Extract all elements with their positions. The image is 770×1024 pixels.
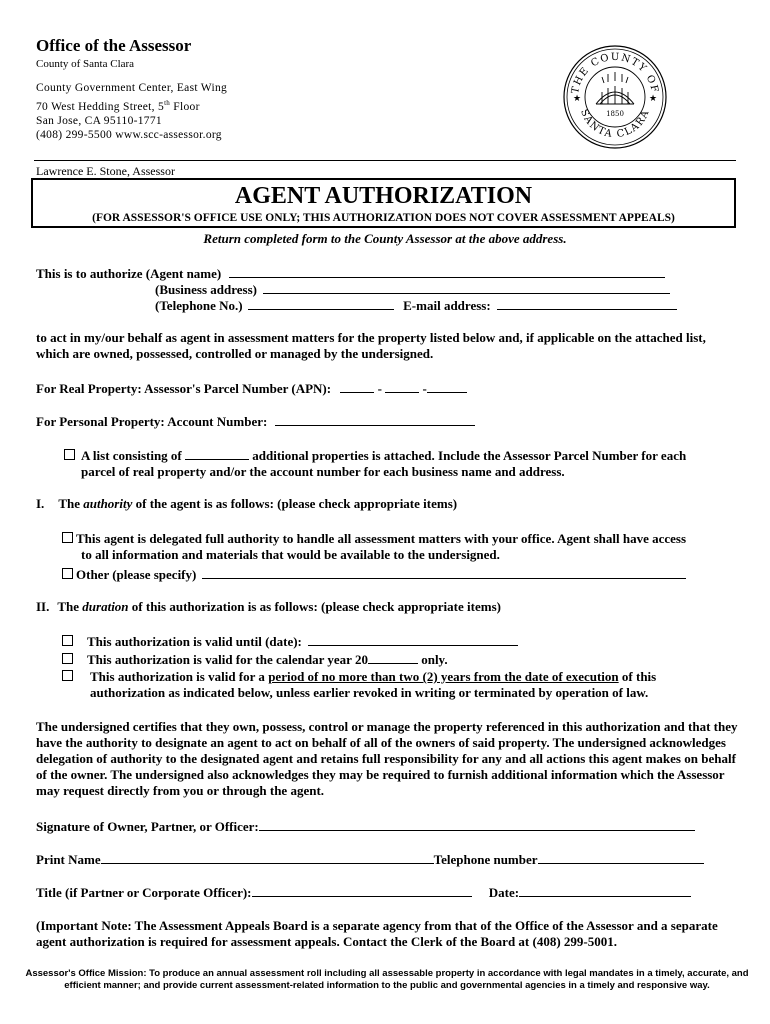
apn-parcel-field[interactable]: [427, 380, 467, 393]
period-checkbox[interactable]: [62, 670, 73, 681]
telephone-number-field[interactable]: [538, 851, 704, 864]
full-authority-item: This agent is delegated full authority to handle all assessment matters with your office. Agent shall have access to all information and materials that would be available to the undersigned.: [62, 531, 742, 563]
return-note: Return completed form to the County Assessor at the above address.: [203, 231, 567, 246]
telephone-field[interactable]: [248, 297, 394, 310]
real-property-row: For Real Property: Assessor's Parcel Number (APN): - -: [36, 380, 467, 397]
valid-until-item: This authorization is valid until (date):: [62, 633, 518, 650]
title-box: [31, 178, 736, 228]
calendar-year-checkbox[interactable]: [62, 653, 73, 664]
list-count-field[interactable]: [185, 447, 249, 460]
header-divider: [34, 160, 736, 161]
email-label: E-mail address:: [403, 298, 491, 313]
address-line: (408) 299-5500 www.scc-assessor.org: [36, 129, 222, 142]
form-title: AGENT AUTHORIZATION: [234, 183, 533, 209]
signature-row: [36, 818, 695, 835]
business-row: [155, 281, 670, 298]
business-address-label: (Business address): [155, 282, 257, 297]
svg-text:SANTA CLARA: SANTA CLARA: [578, 107, 652, 141]
telephone-label: (Telephone No.): [155, 298, 243, 313]
certification-paragraph: The undersigned certifies that they own, possess, control or manage the property referenced in this authorization and that they have the authority to designate an agent to act on behalf of all of the owners of said property. The undersigned acknowledges delegation of authority to the designated agent and retains full responsibility for any and all actions this agent makes on behalf of the owner. The undersigned also acknowledges they may be required to furnish additional information which the Assessor may request directly from you or through the agent.: [36, 719, 738, 798]
print-name-label: Print Name: [36, 852, 101, 867]
county-name: County of Santa Clara: [36, 58, 135, 70]
address-line: County Government Center, East Wing: [36, 82, 228, 94]
seal-icon: [562, 44, 668, 150]
office-address: [36, 81, 227, 143]
address-line: San Jose, CA 95110-1771: [36, 114, 162, 127]
telephone-number-label: Telephone number: [433, 852, 538, 867]
svg-text:★: ★: [649, 94, 658, 104]
print-name-field[interactable]: [101, 851, 434, 864]
print-name-row: [36, 851, 704, 868]
other-authority-item: Other (please specify): [62, 566, 686, 583]
email-field[interactable]: [497, 297, 677, 310]
other-specify-field[interactable]: [202, 566, 686, 579]
account-number-field[interactable]: [275, 413, 475, 426]
date-label: Date:: [488, 885, 520, 900]
agent-name-label: This is to authorize (Agent name): [36, 266, 222, 281]
office-title: Office of the Assessor: [36, 36, 192, 55]
act-paragraph: to act in my/our behalf as agent in assessment matters for the property listed below and, if applicable on the attached list, which are owned, possessed, controlled or managed by the undersigned.: [36, 330, 706, 361]
valid-until-date-field[interactable]: [308, 633, 518, 646]
address-line: 70 West Hedding Street, 5th Floor: [36, 98, 200, 113]
calendar-year-item: This authorization is valid for the calendar year 20 only.: [62, 651, 448, 668]
assessor-name: Lawrence E. Stone, Assessor: [36, 164, 175, 178]
section-authority-heading: I. The authority of the agent is as follows: (please check appropriate items): [36, 496, 458, 511]
title-date-row: [36, 884, 691, 901]
svg-text:1850: 1850: [606, 110, 624, 118]
full-authority-checkbox[interactable]: [62, 532, 73, 543]
telephone-row: [155, 297, 677, 314]
calendar-year-field[interactable]: [368, 651, 418, 664]
officer-title-label: Title (if Partner or Corporate Officer):: [36, 885, 252, 900]
period-item: This authorization is valid for a period of no more than two (2) years from the date of execution of this authorization as indicated below, unless earlier revoked in writing or terminated by operation of law.: [62, 669, 742, 701]
valid-until-checkbox[interactable]: [62, 635, 73, 646]
mission-statement: Assessor's Office Mission: To produce an annual assessment roll including all assessable property in accordance with legal mandates in a timely, accurate, and efficient manner; and provide current assessment-related information to the public and governmental agencies in a timely and responsive way.: [25, 968, 749, 991]
signature-field[interactable]: [259, 818, 695, 831]
svg-text:THE COUNTY OF: THE COUNTY OF: [570, 51, 660, 95]
section-duration-heading: II. The duration of this authorization is as follows: (please check appropriate items): [36, 599, 501, 614]
attached-list-checkbox[interactable]: [64, 449, 75, 460]
important-note: (Important Note: The Assessment Appeals Board is a separate agency from that of the Office of the Assessor and a separate agent authorization is required for assessment appeals. Contact the Clerk of the Board at (408) 299-5001.: [36, 918, 718, 949]
authorize-row: [36, 265, 665, 282]
apn-label: For Real Property: Assessor's Parcel Number (APN):: [36, 381, 332, 396]
svg-text:★: ★: [573, 94, 582, 104]
agent-name-field[interactable]: [229, 265, 665, 278]
business-address-field[interactable]: [263, 281, 670, 294]
signature-label: Signature of Owner, Partner, or Officer:: [36, 819, 259, 834]
form-subtitle: (FOR ASSESSOR'S OFFICE USE ONLY; THIS AUTHORIZATION DOES NOT COVER ASSESSMENT APPEALS): [92, 212, 675, 224]
personal-property-row: [36, 413, 475, 430]
officer-title-field[interactable]: [252, 884, 472, 897]
date-field[interactable]: [519, 884, 691, 897]
apn-page-field[interactable]: [385, 380, 419, 393]
account-number-label: For Personal Property: Account Number:: [36, 414, 268, 429]
county-seal: [562, 44, 668, 150]
apn-book-field[interactable]: [340, 380, 374, 393]
other-checkbox[interactable]: [62, 568, 73, 579]
attached-list-item: A list consisting of additional properties is attached. Include the Assessor Parcel Number for each parcel of real property and/or the account number for each business name and address.: [64, 447, 736, 480]
